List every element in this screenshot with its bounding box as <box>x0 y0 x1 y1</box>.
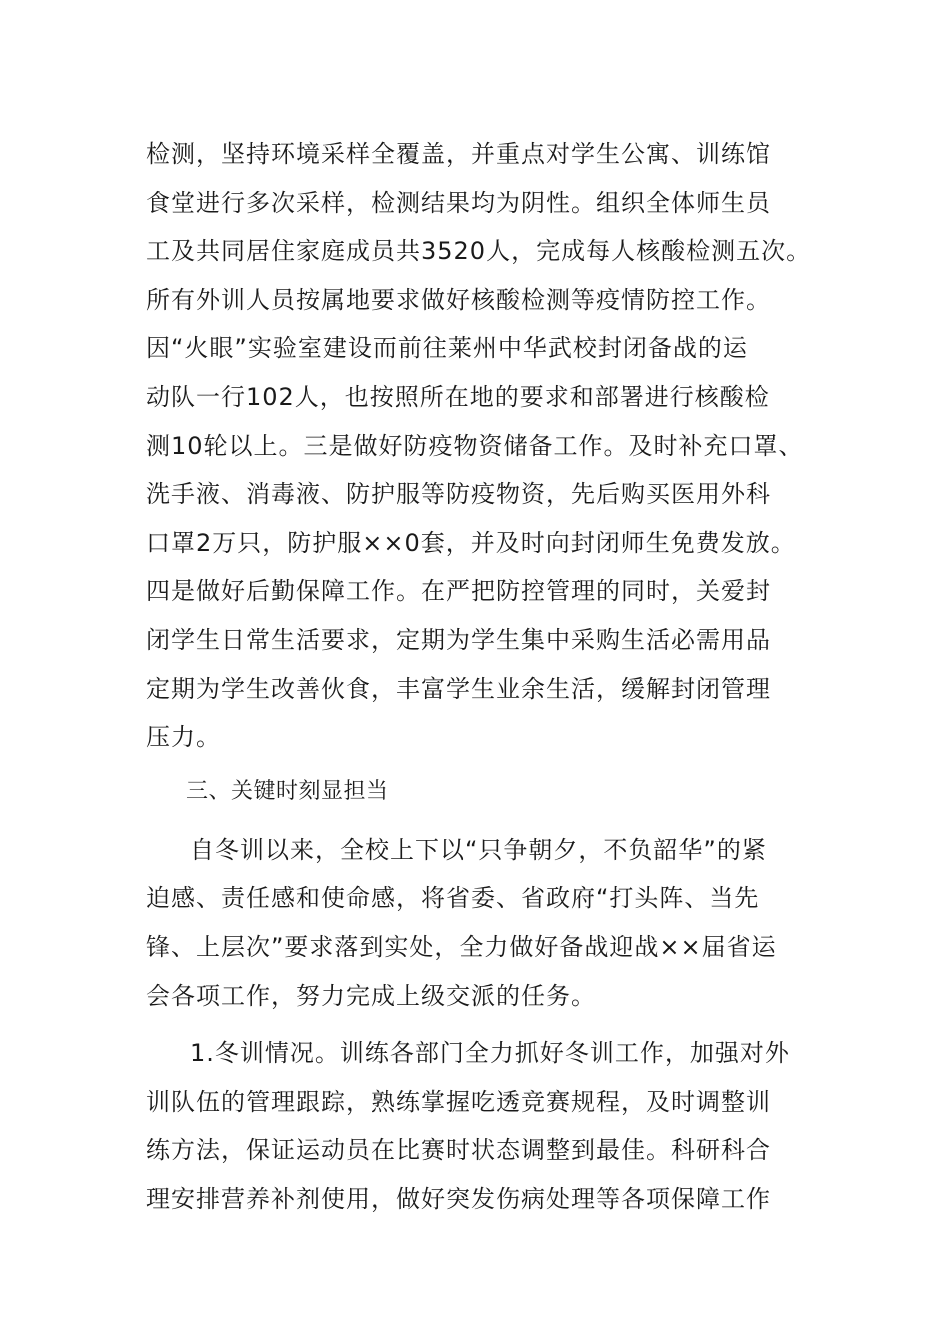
text-line: 理安排营养补剂使用，做好突发伤病处理等各项保障工作 <box>146 1184 771 1213</box>
text-line: 动队一行102人，也按照所在地的要求和部署进行核酸检 <box>146 382 770 411</box>
text-line: 检测，坚持环境采样全覆盖，并重点对学生公寓、训练馆 <box>146 140 771 168</box>
section-heading: 三、关键时刻显担当 <box>186 778 389 804</box>
text-line: 压力。 <box>146 723 221 752</box>
text-line: 自冬训以来，全校上下以“只争朝夕，不负韶华”的紧 <box>190 835 767 864</box>
text-line: 测10轮以上。三是做好防疫物资储备工作。及时补充口罩、 <box>146 431 804 460</box>
text-line: 训队伍的管理跟踪，熟练掌握吃透竞赛规程，及时调整训 <box>146 1087 771 1116</box>
text-line: 食堂进行多次采样，检测结果均为阴性。组织全体师生员 <box>146 188 771 217</box>
text-line: 1.冬训情况。训练各部门全力抓好冬训工作，加强对外 <box>190 1039 790 1068</box>
text-line: 会各项工作，努力完成上级交派的任务。 <box>146 981 596 1010</box>
text-line: 练方法，保证运动员在比赛时状态调整到最佳。科研科合 <box>146 1136 771 1165</box>
text-line: 定期为学生改善伙食，丰富学生业余生活，缓解封闭管理 <box>146 674 771 703</box>
text-line: 口罩2万只，防护服××0套，并及时向封闭师生免费发放。 <box>146 528 796 557</box>
text-line: 洗手液、消毒液、防护服等防疫物资，先后购买医用外科 <box>146 480 771 509</box>
text-line: 迫感、责任感和使命感，将省委、省政府“打头阵、当先 <box>146 884 760 913</box>
text-line: 四是做好后勤保障工作。在严把防控管理的同时，关爱封 <box>146 577 771 606</box>
text-line: 锋、上层次”要求落到实处，全力做好备战迎战××届省运 <box>146 932 777 961</box>
text-line: 闭学生日常生活要求，定期为学生集中采购生活必需用品 <box>146 625 771 654</box>
document-body <box>146 130 826 1223</box>
text-line: 工及共同居住家庭成员共3520人，完成每人核酸检测五次。 <box>146 237 812 266</box>
text-line: 所有外训人员按属地要求做好核酸检测等疫情防控工作。 <box>146 285 771 314</box>
text-line: 因“火眼”实验室建设而前往莱州中华武校封闭备战的运 <box>146 334 748 363</box>
paragraph-gap <box>146 1020 826 1029</box>
